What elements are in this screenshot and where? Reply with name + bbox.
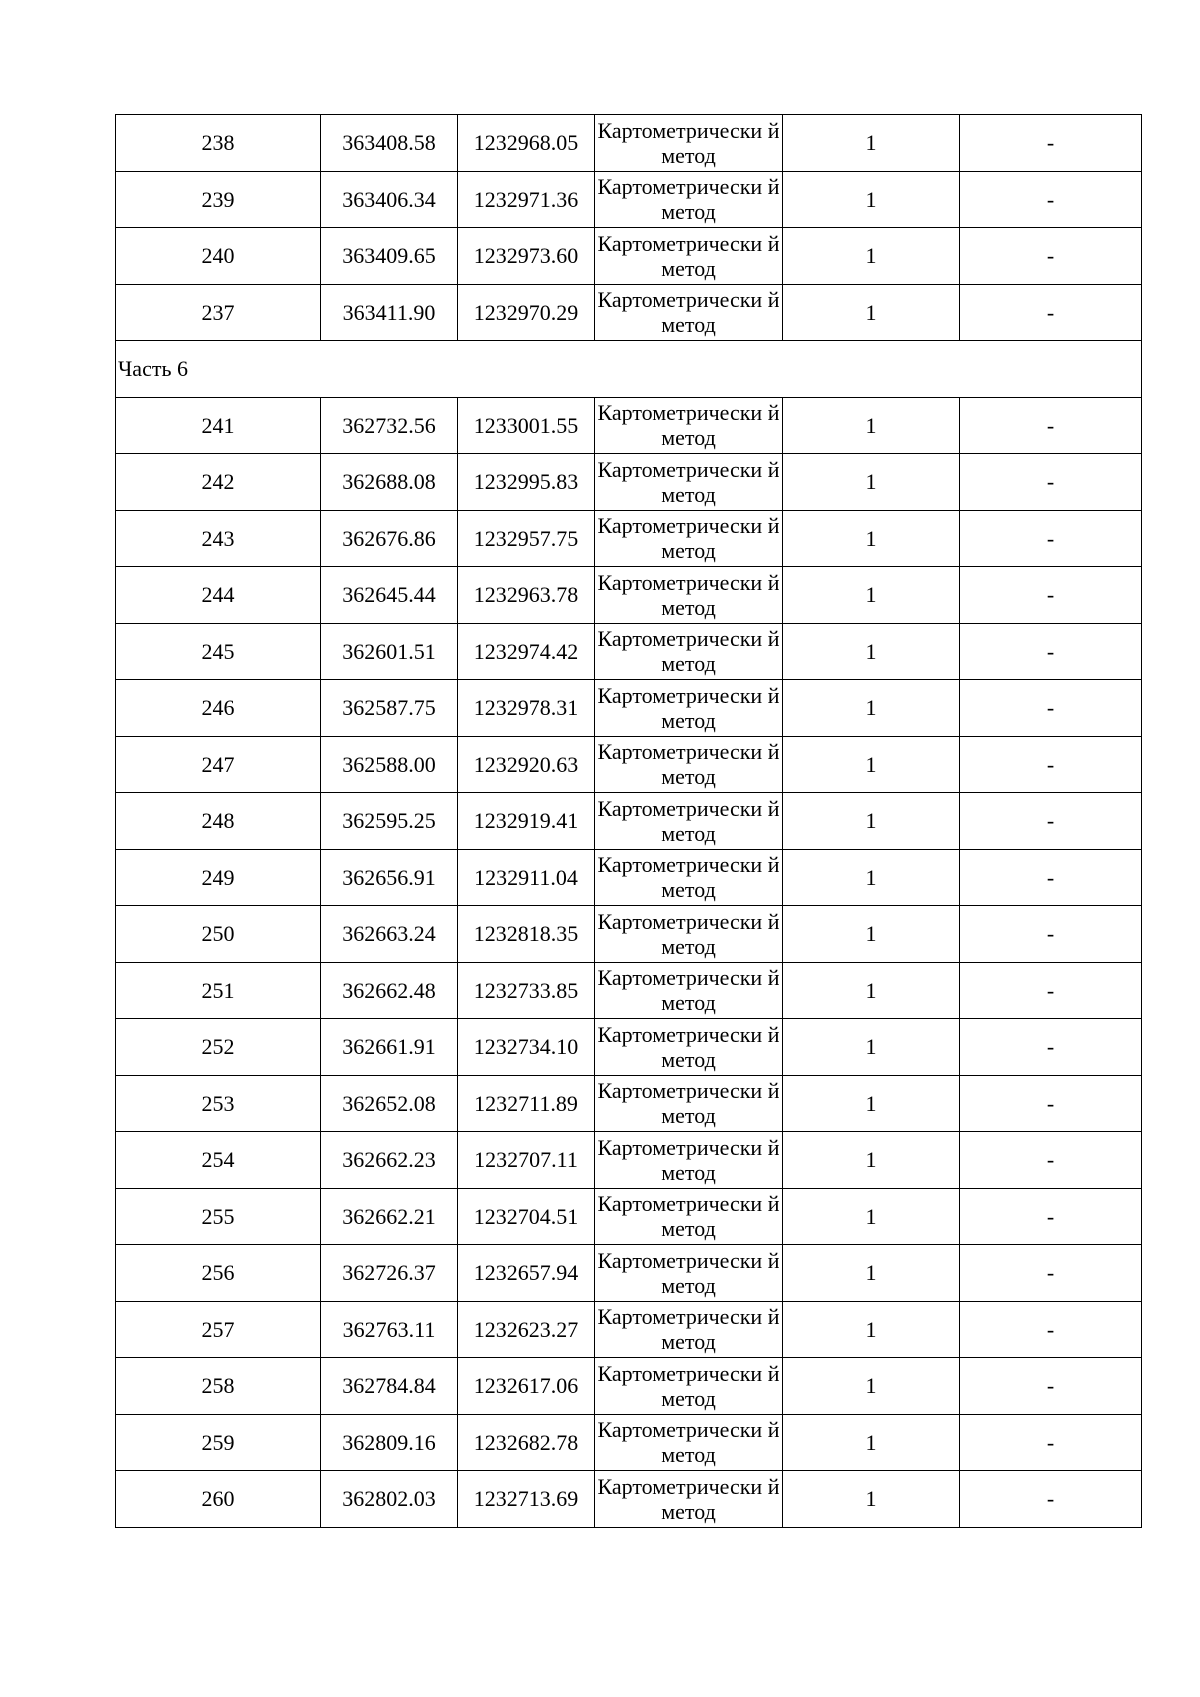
- accuracy-cell: 1: [783, 849, 960, 906]
- accuracy-cell: 1: [783, 510, 960, 567]
- y-coordinate-cell: 1232968.05: [458, 115, 595, 172]
- y-coordinate-cell: 1232734.10: [458, 1019, 595, 1076]
- point-number-cell: 254: [116, 1132, 321, 1189]
- y-coordinate-cell: 1232682.78: [458, 1414, 595, 1471]
- point-number-cell: 256: [116, 1245, 321, 1302]
- point-number-cell: 258: [116, 1358, 321, 1415]
- note-cell: -: [960, 793, 1142, 850]
- accuracy-cell: 1: [783, 793, 960, 850]
- note-cell: -: [960, 736, 1142, 793]
- table-row: [116, 1471, 1142, 1528]
- method-cell: Картометрически й метод: [595, 1471, 783, 1528]
- table-row: [116, 680, 1142, 737]
- note-cell: -: [960, 1188, 1142, 1245]
- y-coordinate-cell: 1232617.06: [458, 1358, 595, 1415]
- method-cell: Картометрически й метод: [595, 962, 783, 1019]
- table-row: [116, 1075, 1142, 1132]
- table-row: [116, 115, 1142, 172]
- accuracy-cell: 1: [783, 623, 960, 680]
- x-coordinate-cell: 362763.11: [321, 1301, 458, 1358]
- note-cell: -: [960, 1358, 1142, 1415]
- method-cell: Картометрически й метод: [595, 171, 783, 228]
- y-coordinate-cell: 1232978.31: [458, 680, 595, 737]
- point-number-cell: 242: [116, 454, 321, 511]
- table-row: [116, 284, 1142, 341]
- method-cell: Картометрически й метод: [595, 736, 783, 793]
- table-row: [116, 736, 1142, 793]
- point-number-cell: 241: [116, 397, 321, 454]
- x-coordinate-cell: 362587.75: [321, 680, 458, 737]
- method-cell: Картометрически й метод: [595, 284, 783, 341]
- method-cell: Картометрически й метод: [595, 906, 783, 963]
- x-coordinate-cell: 362652.08: [321, 1075, 458, 1132]
- table-row: [116, 906, 1142, 963]
- method-cell: Картометрически й метод: [595, 115, 783, 172]
- accuracy-cell: 1: [783, 906, 960, 963]
- table-row: [116, 567, 1142, 624]
- point-number-cell: 237: [116, 284, 321, 341]
- note-cell: -: [960, 567, 1142, 624]
- note-cell: -: [960, 1301, 1142, 1358]
- table-row: [116, 962, 1142, 1019]
- y-coordinate-cell: 1232973.60: [458, 228, 595, 285]
- method-cell: Картометрически й метод: [595, 1188, 783, 1245]
- point-number-cell: 255: [116, 1188, 321, 1245]
- table-row: [116, 1414, 1142, 1471]
- y-coordinate-cell: 1232919.41: [458, 793, 595, 850]
- x-coordinate-cell: 362784.84: [321, 1358, 458, 1415]
- note-cell: -: [960, 1132, 1142, 1189]
- method-cell: Картометрически й метод: [595, 1019, 783, 1076]
- y-coordinate-cell: 1232707.11: [458, 1132, 595, 1189]
- table-row: [116, 793, 1142, 850]
- y-coordinate-cell: 1232657.94: [458, 1245, 595, 1302]
- x-coordinate-cell: 362645.44: [321, 567, 458, 624]
- x-coordinate-cell: 362662.21: [321, 1188, 458, 1245]
- x-coordinate-cell: 362595.25: [321, 793, 458, 850]
- table-row: [116, 510, 1142, 567]
- method-cell: Картометрически й метод: [595, 228, 783, 285]
- table-row: [116, 1132, 1142, 1189]
- y-coordinate-cell: 1232963.78: [458, 567, 595, 624]
- y-coordinate-cell: 1232818.35: [458, 906, 595, 963]
- point-number-cell: 260: [116, 1471, 321, 1528]
- y-coordinate-cell: 1232704.51: [458, 1188, 595, 1245]
- table-row: [116, 397, 1142, 454]
- accuracy-cell: 1: [783, 1358, 960, 1415]
- x-coordinate-cell: 362588.00: [321, 736, 458, 793]
- note-cell: -: [960, 284, 1142, 341]
- accuracy-cell: 1: [783, 680, 960, 737]
- y-coordinate-cell: 1232733.85: [458, 962, 595, 1019]
- method-cell: Картометрически й метод: [595, 1075, 783, 1132]
- accuracy-cell: 1: [783, 1414, 960, 1471]
- coordinates-table: [115, 114, 1142, 1528]
- method-cell: Картометрически й метод: [595, 1245, 783, 1302]
- x-coordinate-cell: 363409.65: [321, 228, 458, 285]
- note-cell: -: [960, 1245, 1142, 1302]
- note-cell: -: [960, 397, 1142, 454]
- accuracy-cell: 1: [783, 962, 960, 1019]
- point-number-cell: 247: [116, 736, 321, 793]
- accuracy-cell: 1: [783, 115, 960, 172]
- method-cell: Картометрически й метод: [595, 849, 783, 906]
- accuracy-cell: 1: [783, 171, 960, 228]
- point-number-cell: 259: [116, 1414, 321, 1471]
- method-cell: Картометрически й метод: [595, 793, 783, 850]
- point-number-cell: 251: [116, 962, 321, 1019]
- method-cell: Картометрически й метод: [595, 454, 783, 511]
- y-coordinate-cell: 1233001.55: [458, 397, 595, 454]
- y-coordinate-cell: 1232623.27: [458, 1301, 595, 1358]
- point-number-cell: 239: [116, 171, 321, 228]
- note-cell: -: [960, 1019, 1142, 1076]
- x-coordinate-cell: 362662.23: [321, 1132, 458, 1189]
- accuracy-cell: 1: [783, 1075, 960, 1132]
- method-cell: Картометрически й метод: [595, 567, 783, 624]
- x-coordinate-cell: 362662.48: [321, 962, 458, 1019]
- note-cell: -: [960, 228, 1142, 285]
- table-row: [116, 849, 1142, 906]
- x-coordinate-cell: 362661.91: [321, 1019, 458, 1076]
- method-cell: Картометрически й метод: [595, 397, 783, 454]
- method-cell: Картометрически й метод: [595, 1301, 783, 1358]
- note-cell: -: [960, 1075, 1142, 1132]
- x-coordinate-cell: 362601.51: [321, 623, 458, 680]
- table-row: [116, 1245, 1142, 1302]
- accuracy-cell: 1: [783, 284, 960, 341]
- y-coordinate-cell: 1232957.75: [458, 510, 595, 567]
- accuracy-cell: 1: [783, 1188, 960, 1245]
- y-coordinate-cell: 1232995.83: [458, 454, 595, 511]
- x-coordinate-cell: 363406.34: [321, 171, 458, 228]
- note-cell: -: [960, 680, 1142, 737]
- x-coordinate-cell: 362688.08: [321, 454, 458, 511]
- table-row: [116, 228, 1142, 285]
- note-cell: -: [960, 115, 1142, 172]
- point-number-cell: 240: [116, 228, 321, 285]
- accuracy-cell: 1: [783, 1301, 960, 1358]
- method-cell: Картометрически й метод: [595, 623, 783, 680]
- accuracy-cell: 1: [783, 1019, 960, 1076]
- note-cell: -: [960, 1471, 1142, 1528]
- accuracy-cell: 1: [783, 567, 960, 624]
- y-coordinate-cell: 1232974.42: [458, 623, 595, 680]
- y-coordinate-cell: 1232711.89: [458, 1075, 595, 1132]
- x-coordinate-cell: 362656.91: [321, 849, 458, 906]
- note-cell: -: [960, 171, 1142, 228]
- accuracy-cell: 1: [783, 397, 960, 454]
- point-number-cell: 244: [116, 567, 321, 624]
- point-number-cell: 245: [116, 623, 321, 680]
- method-cell: Картометрически й метод: [595, 510, 783, 567]
- point-number-cell: 257: [116, 1301, 321, 1358]
- point-number-cell: 249: [116, 849, 321, 906]
- y-coordinate-cell: 1232713.69: [458, 1471, 595, 1528]
- coordinates-table-body: [116, 115, 1142, 1528]
- method-cell: Картометрически й метод: [595, 1358, 783, 1415]
- note-cell: -: [960, 962, 1142, 1019]
- point-number-cell: 238: [116, 115, 321, 172]
- note-cell: -: [960, 623, 1142, 680]
- y-coordinate-cell: 1232911.04: [458, 849, 595, 906]
- point-number-cell: 253: [116, 1075, 321, 1132]
- point-number-cell: 246: [116, 680, 321, 737]
- y-coordinate-cell: 1232970.29: [458, 284, 595, 341]
- method-cell: Картометрически й метод: [595, 1414, 783, 1471]
- note-cell: -: [960, 510, 1142, 567]
- x-coordinate-cell: 362732.56: [321, 397, 458, 454]
- accuracy-cell: 1: [783, 1132, 960, 1189]
- method-cell: Картометрически й метод: [595, 1132, 783, 1189]
- y-coordinate-cell: 1232971.36: [458, 171, 595, 228]
- table-row: [116, 623, 1142, 680]
- note-cell: -: [960, 849, 1142, 906]
- note-cell: -: [960, 1414, 1142, 1471]
- section-label: Часть 6: [116, 341, 1142, 398]
- table-row: [116, 454, 1142, 511]
- point-number-cell: 250: [116, 906, 321, 963]
- point-number-cell: 252: [116, 1019, 321, 1076]
- x-coordinate-cell: 363408.58: [321, 115, 458, 172]
- x-coordinate-cell: 362663.24: [321, 906, 458, 963]
- table-row: [116, 1358, 1142, 1415]
- table-row: [116, 1301, 1142, 1358]
- x-coordinate-cell: 362809.16: [321, 1414, 458, 1471]
- accuracy-cell: 1: [783, 1245, 960, 1302]
- table-row: [116, 1019, 1142, 1076]
- section-row: [116, 341, 1142, 398]
- method-cell: Картометрически й метод: [595, 680, 783, 737]
- x-coordinate-cell: 362726.37: [321, 1245, 458, 1302]
- x-coordinate-cell: 362676.86: [321, 510, 458, 567]
- note-cell: -: [960, 906, 1142, 963]
- x-coordinate-cell: 362802.03: [321, 1471, 458, 1528]
- note-cell: -: [960, 454, 1142, 511]
- y-coordinate-cell: 1232920.63: [458, 736, 595, 793]
- accuracy-cell: 1: [783, 454, 960, 511]
- point-number-cell: 248: [116, 793, 321, 850]
- accuracy-cell: 1: [783, 736, 960, 793]
- accuracy-cell: 1: [783, 228, 960, 285]
- point-number-cell: 243: [116, 510, 321, 567]
- table-row: [116, 171, 1142, 228]
- table-row: [116, 1188, 1142, 1245]
- x-coordinate-cell: 363411.90: [321, 284, 458, 341]
- accuracy-cell: 1: [783, 1471, 960, 1528]
